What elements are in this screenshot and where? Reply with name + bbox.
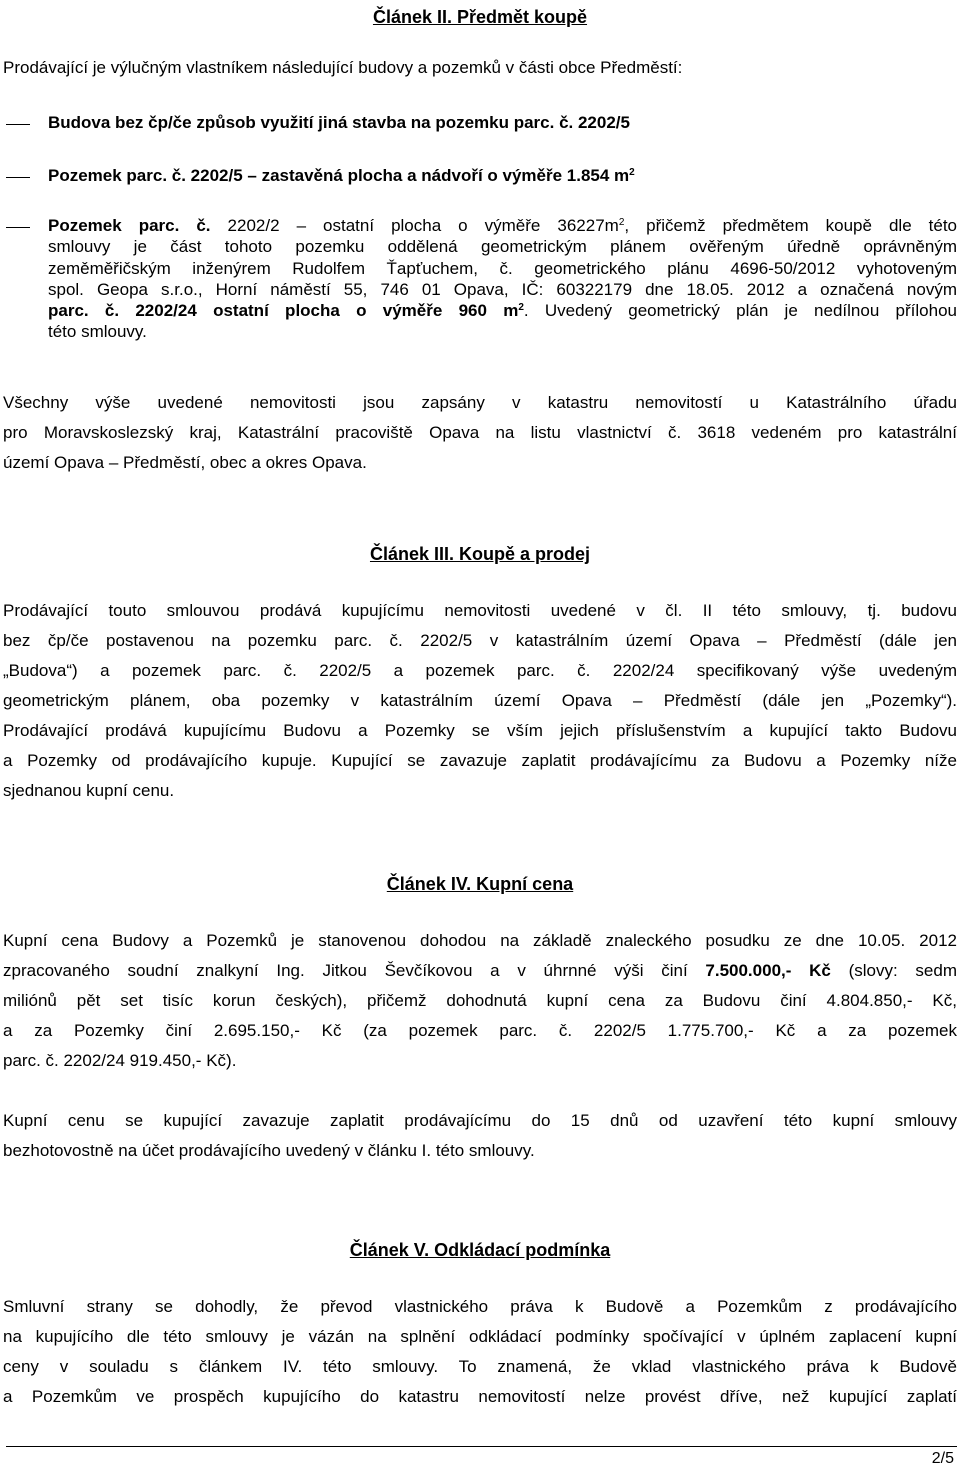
article-4-heading-text: Článek IV. Kupní cena — [386, 874, 574, 894]
list-dash — [6, 124, 30, 125]
article-5-heading-text: Článek V. Odkládací podmínka — [349, 1240, 611, 1260]
text-fragment: . Uvedený geometrický plán je nedílnou přílohou — [523, 301, 957, 321]
article-2-intro: Prodávající je výlučným vlastníkem následující budovy a pozemků v části obce Předměstí: — [3, 58, 683, 77]
paragraph-line: Kupní cena Budovy a Pozemků je stanovenou dohodou na základě znaleckého posudku ze dne 10.05. 2012 — [3, 931, 957, 950]
paragraph-line: ceny v souladu s článkem IV. této smlouvy. To znamená, že vklad vlastnického práva k Budově — [3, 1357, 957, 1376]
paragraph-line: Smluvní strany se dohodly, že převod vlastnického práva k Budově a Pozemkům z prodávajícího — [3, 1297, 957, 1316]
footer-divider — [6, 1446, 957, 1447]
list-dash — [6, 177, 30, 178]
text-fragment: (slovy: sedm — [830, 961, 957, 980]
payment-paragraph — [3, 1106, 957, 1166]
paragraph-line: „Budova“) a pozemek parc. č. 2202/5 a pozemek parc. č. 2202/24 specifikovaný výše uvedeným — [3, 661, 957, 680]
text-fragment: 2202/2 – ostatní plocha o výměře 36227m — [210, 216, 619, 235]
plot-2202-2-line: této smlouvy. — [48, 322, 147, 342]
total-price: 7.500.000,- Kč — [705, 961, 831, 980]
paragraph-line: bezhotovostně na účet prodávajícího uvedený v článku I. této smlouvy. — [3, 1141, 535, 1160]
plot-2202-2-line — [48, 215, 957, 236]
paragraph-line: Prodávající prodává kupujícímu Budovu a Pozemky se vším jejich příslušenstvím a kupující takto Budovu — [3, 721, 957, 740]
plot-2202-2-line — [48, 300, 957, 321]
plot-2202-2-line: smlouvy je část tohoto pozemku oddělená geometrickým plánem ověřeným úředně oprávněným — [48, 237, 957, 257]
plot-2202-2-line: spol. Geopa s.r.o., Horní náměstí 55, 746 01 Opava, IČ: 60322179 dne 18.05. 2012 a označená novým — [48, 279, 957, 299]
paragraph-line: pro Moravskoslezský kraj, Katastrální pracoviště Opava na listu vlastnictví č. 3618 vedeném pro katastrální — [3, 423, 957, 442]
article-4-heading — [0, 873, 960, 895]
article-3-heading — [0, 543, 960, 565]
paragraph-line: sjednanou kupní cenu. — [3, 781, 175, 800]
plot-2202-2-line: zeměměřičským inženýrem Rudolfem Ťapťuchem, č. geometrického plánu 4696-50/2012 vyhotoveným — [48, 258, 957, 278]
article-2-heading-text: Článek II. Předmět koupě — [372, 7, 588, 27]
paragraph-line: na kupujícího dle této smlouvy je vázán na splnění odkládací podmínky spočívající v úplném zaplacení kupní — [3, 1327, 957, 1346]
plot-label: Pozemek parc. č. — [48, 216, 211, 235]
superscript: 2 — [629, 167, 635, 178]
article-3-paragraph — [3, 596, 957, 806]
list-item-building: Budova bez čp/če způsob využití jiná stavba na pozemku parc. č. 2202/5 — [48, 113, 630, 132]
page-number: 2/5 — [931, 1450, 954, 1467]
list-item-plot-2202-2 — [48, 215, 957, 343]
paragraph-line — [3, 956, 957, 986]
registry-paragraph — [3, 388, 957, 478]
paragraph-line: a Pozemky od prodávajícího kupuje. Kupující se zavazuje zaplatit prodávajícímu za Budovu a Pozemky níže — [3, 751, 957, 770]
text-fragment: , přičemž předmětem koupě dle této — [624, 216, 958, 235]
plot-2202-24-label: parc. č. 2202/24 ostatní plocha o výměře 960 m — [48, 301, 519, 321]
article-3-heading-text: Článek III. Koupě a prodej — [369, 544, 591, 564]
superscript: 2 — [618, 217, 625, 228]
paragraph-line: geometrickým plánem, oba pozemky v katastrálním území Opava – Předměstí (dále jen „Pozemky“). — [3, 691, 957, 710]
article-5-heading — [0, 1239, 960, 1261]
paragraph-line: Kupní cenu se kupující zavazuje zaplatit prodávajícímu do 15 dnů od uzavření této kupní smlouvy — [3, 1111, 957, 1130]
paragraph-line: území Opava – Předměstí, obec a okres Opava. — [3, 453, 367, 472]
list-dash — [6, 227, 30, 228]
paragraph-line: miliónů pět set tisíc korun českých), přičemž dohodnutá kupní cena za Budovu činí 4.804.850,- Kč, — [3, 991, 957, 1010]
paragraph-line: Všechny výše uvedené nemovitosti jsou zapsány v katastru nemovitostí u Katastrálního úřadu — [3, 393, 957, 412]
superscript: 2 — [518, 302, 524, 314]
paragraph-line: a za Pozemky činí 2.695.150,- Kč (za pozemek parc. č. 2202/5 1.775.700,- Kč a za pozemek — [3, 1021, 957, 1040]
text-fragment: zpracovaného soudní znalkyní Ing. Jitkou Ševčíkovou a v úhrnné výši činí — [3, 961, 706, 980]
purchase-price-paragraph — [3, 926, 957, 1076]
article-5-paragraph — [3, 1292, 957, 1412]
list-item-plot-2202-5 — [48, 165, 957, 187]
article-2-heading — [0, 6, 960, 28]
paragraph-line: Prodávající touto smlouvou prodává kupujícímu nemovitosti uvedené v čl. II této smlouvy, tj. budovu — [3, 601, 957, 620]
paragraph-line: parc. č. 2202/24 919.450,- Kč). — [3, 1051, 237, 1070]
plot-2202-5-text: Pozemek parc. č. 2202/5 – zastavěná plocha a nádvoří o výměře 1.854 m — [48, 166, 630, 185]
paragraph-line: a Pozemkům ve prospěch kupujícího do katastru nemovitostí nelze provést dříve, než kupující zaplatí — [3, 1387, 957, 1406]
paragraph-line: bez čp/če postavenou na pozemku parc. č. 2202/5 v katastrálním území Opava – Předměstí (dále jen — [3, 631, 957, 650]
